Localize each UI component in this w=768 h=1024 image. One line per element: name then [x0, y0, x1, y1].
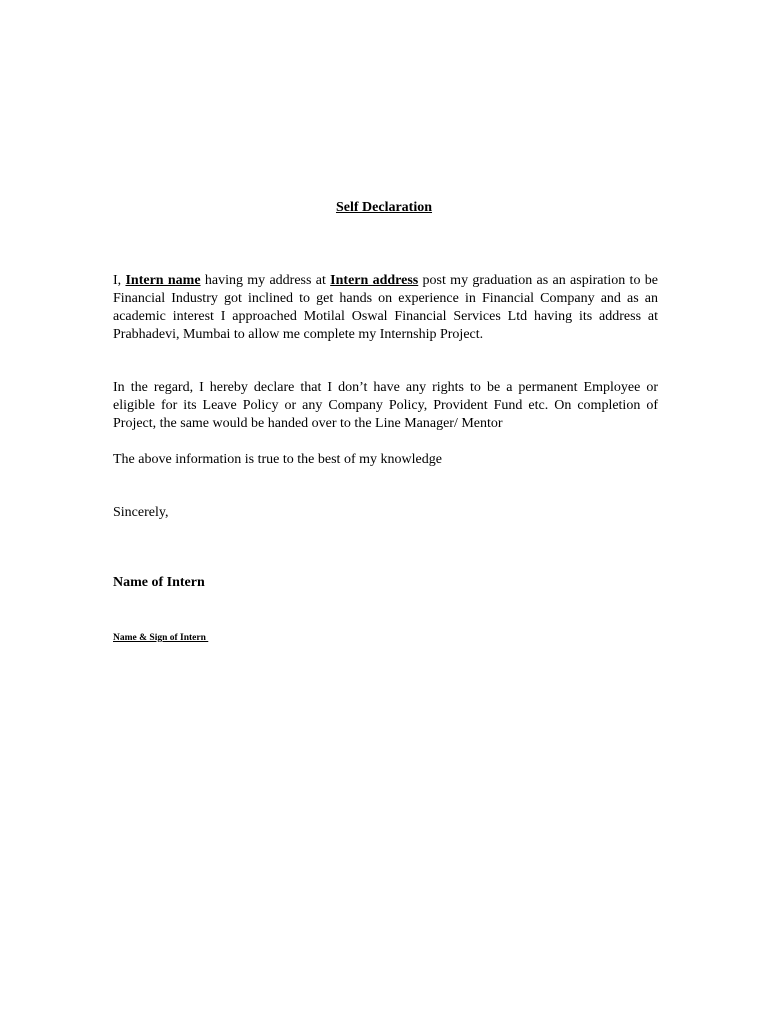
- intern-address-placeholder: Intern address: [330, 273, 419, 288]
- intro-mid: having my address at: [200, 273, 331, 288]
- intro-prefix: I,: [113, 273, 126, 288]
- declaration-paragraph: In the regard, I hereby declare that I don’t have any rights to be a permanent Employee or eligible for its Leave Policy or any Company Policy, Provident Fund etc. On completion of Project, the same would be handed over to the Line Manager/ Mentor: [113, 380, 658, 431]
- confirmation-paragraph: The above information is true to the best of my knowledge: [113, 452, 442, 467]
- page-title: Self Declaration: [335, 200, 433, 215]
- closing-salutation: Sincerely,: [113, 505, 169, 520]
- intern-name-heading: Name of Intern: [113, 575, 205, 590]
- signature-line: Name & Sign of Intern: [113, 633, 209, 643]
- intern-name-placeholder: Intern name: [125, 273, 201, 288]
- intro-rest: post my graduation as an aspiration to be Financial Industry got inclined to get hands on experience in Financial Company and as an academic interest I approached Motilal Oswal Financial Services Ltd having its address at Prabhadevi, Mumbai to allow me complete my Internship Project.: [113, 273, 658, 342]
- intro-paragraph: [113, 272, 658, 344]
